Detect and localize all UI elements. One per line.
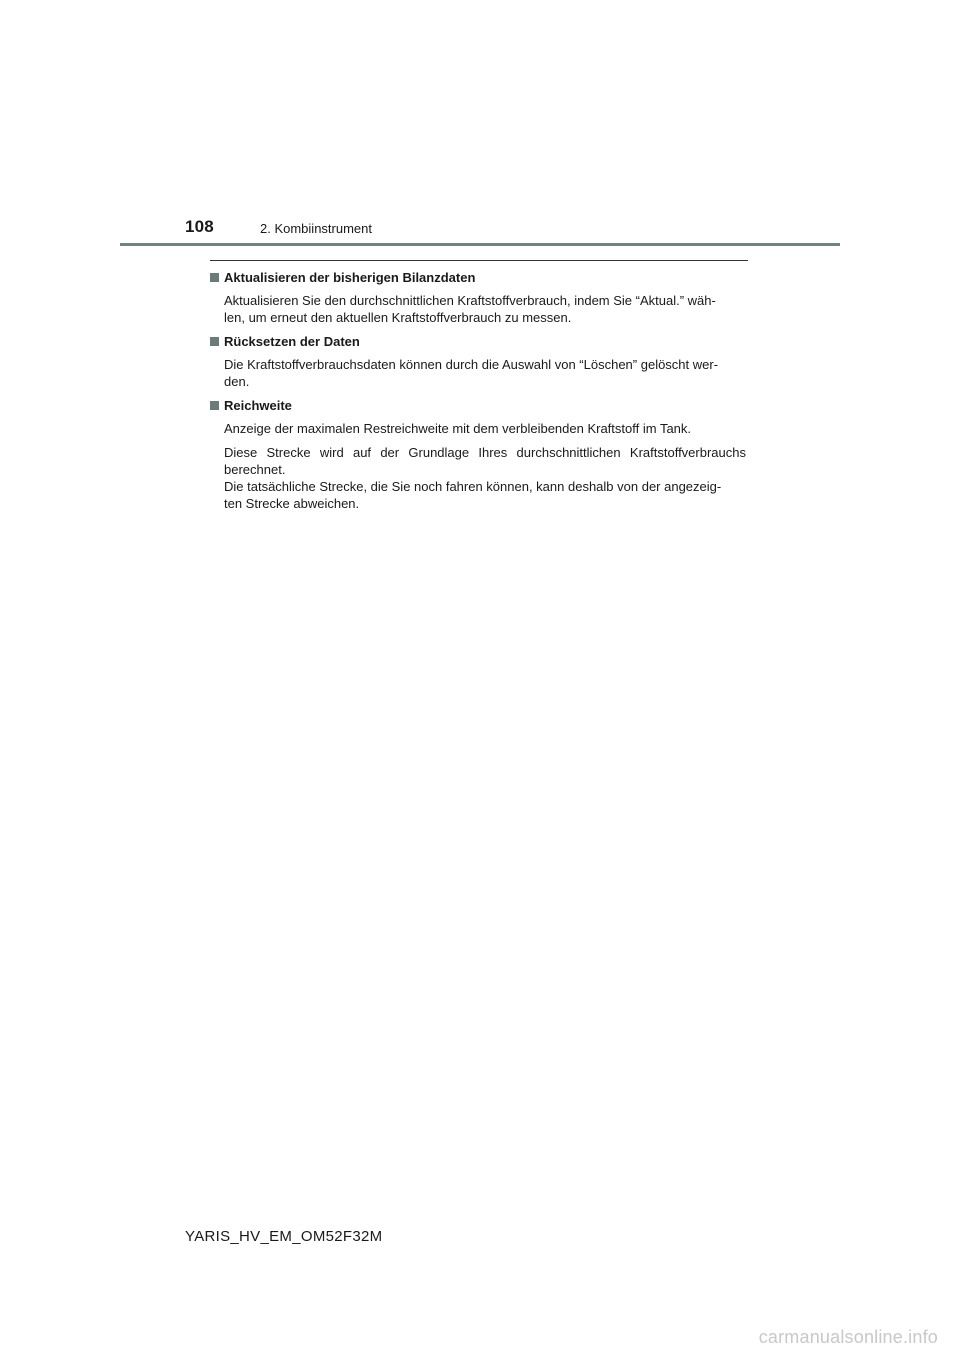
- section-update-data: [210, 269, 746, 326]
- page-number: 108: [185, 217, 214, 236]
- section-heading: [210, 333, 746, 350]
- chapter-title: 2. Kombiinstrument: [260, 221, 372, 236]
- section-range: [210, 397, 746, 512]
- section-divider: [210, 260, 748, 261]
- section-heading: [210, 269, 746, 286]
- section-heading-text: Reichweite: [224, 398, 292, 413]
- header-rule: [120, 243, 840, 246]
- square-bullet-icon: [210, 337, 219, 346]
- section-paragraph: Anzeige der maximalen Restreichweite mit dem verbleibenden Kraftstoff im Tank.: [224, 421, 692, 436]
- section-body: [224, 292, 746, 326]
- section-paragraph: Aktualisieren Sie den durchschnittlichen Kraftstoffverbrauch, indem Sie “Aktual.” wäh- len, um erneut den aktuellen Kraftstoffverbrauch zu messen.: [224, 293, 716, 325]
- section-body: [224, 420, 746, 512]
- square-bullet-icon: [210, 401, 219, 410]
- watermark: carmanualsonline.info: [758, 1327, 938, 1347]
- page-content: [210, 269, 746, 519]
- section-paragraph: Diese Strecke wird auf der Grundlage Ihres durchschnittlichen Kraftstoffverbrauchs berechnet.: [224, 445, 746, 477]
- section-reset-data: [210, 333, 746, 390]
- section-heading-text: Rücksetzen der Daten: [224, 334, 360, 349]
- section-heading-text: Aktualisieren der bisherigen Bilanzdaten: [224, 270, 476, 285]
- document-code: YARIS_HV_EM_OM52F32M: [185, 1228, 383, 1245]
- section-paragraph: Die Kraftstoffverbrauchsdaten können durch die Auswahl von “Löschen” gelöscht wer- den.: [224, 357, 719, 389]
- section-heading: [210, 397, 746, 414]
- section-body: [224, 356, 746, 390]
- square-bullet-icon: [210, 273, 219, 282]
- section-paragraph: Die tatsächliche Strecke, die Sie noch fahren können, kann deshalb von der angezeig- ten Strecke abweichen.: [224, 479, 722, 511]
